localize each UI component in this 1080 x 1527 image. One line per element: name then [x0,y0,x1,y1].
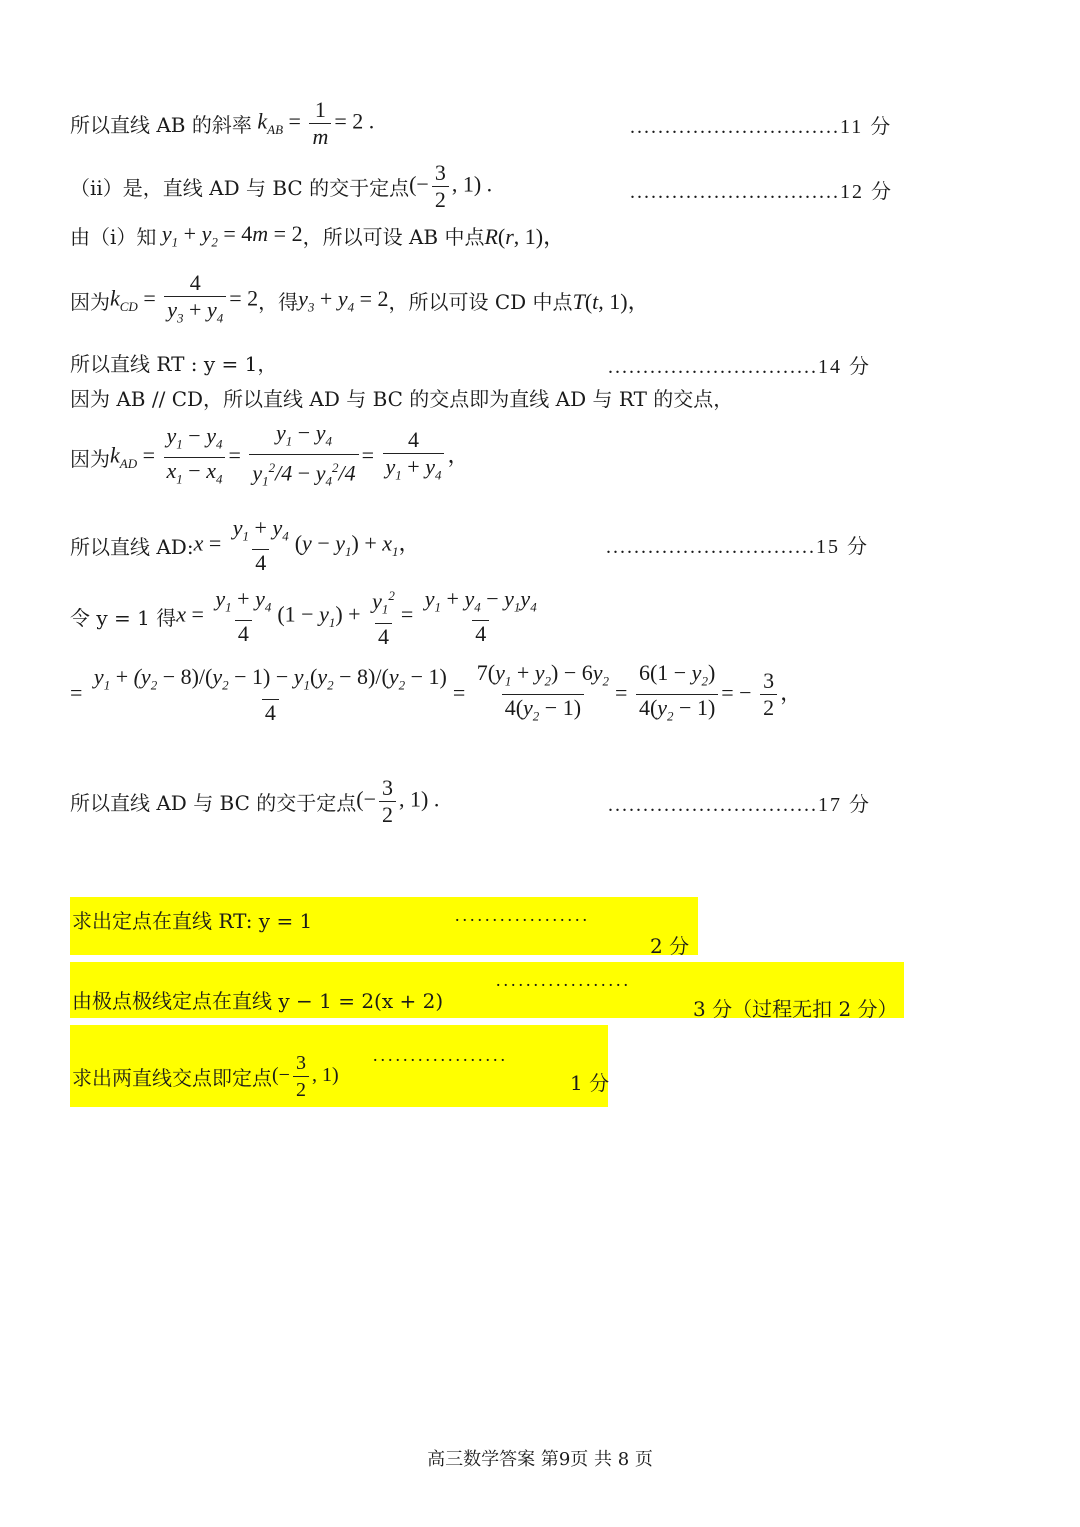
line-parallel [70,383,733,412]
highlight-2-score: 3 分（过程无扣 2 分） [693,997,898,1021]
text: ，得 [258,290,299,315]
formula: $k_{AB}$ = $\frac{1}{m}$ = 2 . [251,97,375,149]
formula: = $\frac{y_1 + (y_2 - 8)/(y_2 - 1) - y_1(y_2 - 8)/(y_2 - 1)}{4}$ = $\frac{7(y_1 + y_2) - 6y_2}{4(y_2 - 1)}$ = $\frac{6(1 - y_2)}{4(y_2 - 1)}$ = − $\frac{3}{2}$ ， [70,660,802,730]
line-rt [70,348,277,377]
text: ，所以可设 AB 中点 [302,225,485,249]
formula: T(t, 1)， [572,289,650,315]
highlight-3-formula: (− $\frac{3}{2}$ , 1) [272,1052,339,1101]
formula: (− $\frac{3}{2}$ , 1) . [356,775,440,827]
formula: x = $\frac{y_1 + y_4}{4}$ $(1 - y_1)$ + $\frac{y_1^2}{4}$ = $\frac{y_1 + y_4 - y_1y_4}{4}$ [176,585,537,649]
line-kad [70,420,470,495]
formula: (− $\frac{3}{2}$ , 1) . [409,160,493,212]
score-17: ..............................17 分 [608,794,871,816]
score-14: ..............................14 分 [608,356,871,378]
text: 所以直线 AB 的斜率 [70,113,252,137]
score-15: ..............................15 分 [606,536,869,558]
highlight-2-dots: .................. [496,970,631,990]
text: 因为 [70,447,110,472]
text: 所以直线 AD: [70,535,194,560]
formula: $k_{CD}$ = $\frac{4}{y_3 + y_4}$ = 2 [110,270,258,331]
text: ，所以可设 CD 中点 [388,290,573,315]
text: 所以直线 RT : y = 1， [70,352,278,376]
formula: $y_3 + y_4 = 2$ [298,286,389,315]
text: 由（i）知 [70,225,157,249]
line-from-i [70,220,565,251]
text: （ii）是，直线 AD 与 BC 的交于定点 [70,176,410,200]
page-footer: 高三数学答案 第9页 共 8 页 [427,1449,653,1470]
formula: x = $\frac{y_1 + y_4}{4}$ $(y - y_1) + x_1$， [193,515,421,576]
formula: R(r, 1)， [484,224,566,249]
highlight-3-score: 1 分 [570,1071,610,1095]
formula: $k_{AD}$ = $\frac{y_1 - y_4}{x_1 - x_4}$ = $\frac{y_1 - y_4}{y_1^2/4 - y_4^2/4}$ = $\frac{4}{y_1 + y_4}$ ， [110,420,470,495]
highlight-3-content [72,1050,339,1103]
line-ii [70,160,492,213]
highlight-1-text: 求出定点在直线 RT: y = 1 [72,909,313,933]
line-kcd [70,270,650,331]
highlight-1-score: 2 分 [650,934,690,958]
text: 令 y = 1 得 [70,605,177,630]
score-12: ..............................12 分 [630,181,893,203]
highlight-3-text: 求出两直线交点即定点 [72,1066,272,1090]
line-ad [70,515,421,576]
highlight-2-text: 由极点极线定点在直线 y − 1 = 2(x + 2) [72,989,444,1013]
line-let-y [70,583,543,650]
highlight-3-dots: .................. [373,1045,508,1065]
highlight-1-dots: .................. [455,905,590,925]
text: 因为 AB // CD，所以直线 AD 与 BC 的交点即为直线 AD 与 RT 的交点， [70,387,734,411]
text: 因为 [70,290,110,315]
text: 所以直线 AD 与 BC 的交于定点 [70,791,357,815]
formula: $y_1 + y_2 = 4m = 2$ [156,220,303,250]
line-slope-ab [70,97,374,150]
score-11: ..............................11 分 [630,116,893,138]
line-computation [70,660,802,730]
line-conclusion [70,775,439,828]
